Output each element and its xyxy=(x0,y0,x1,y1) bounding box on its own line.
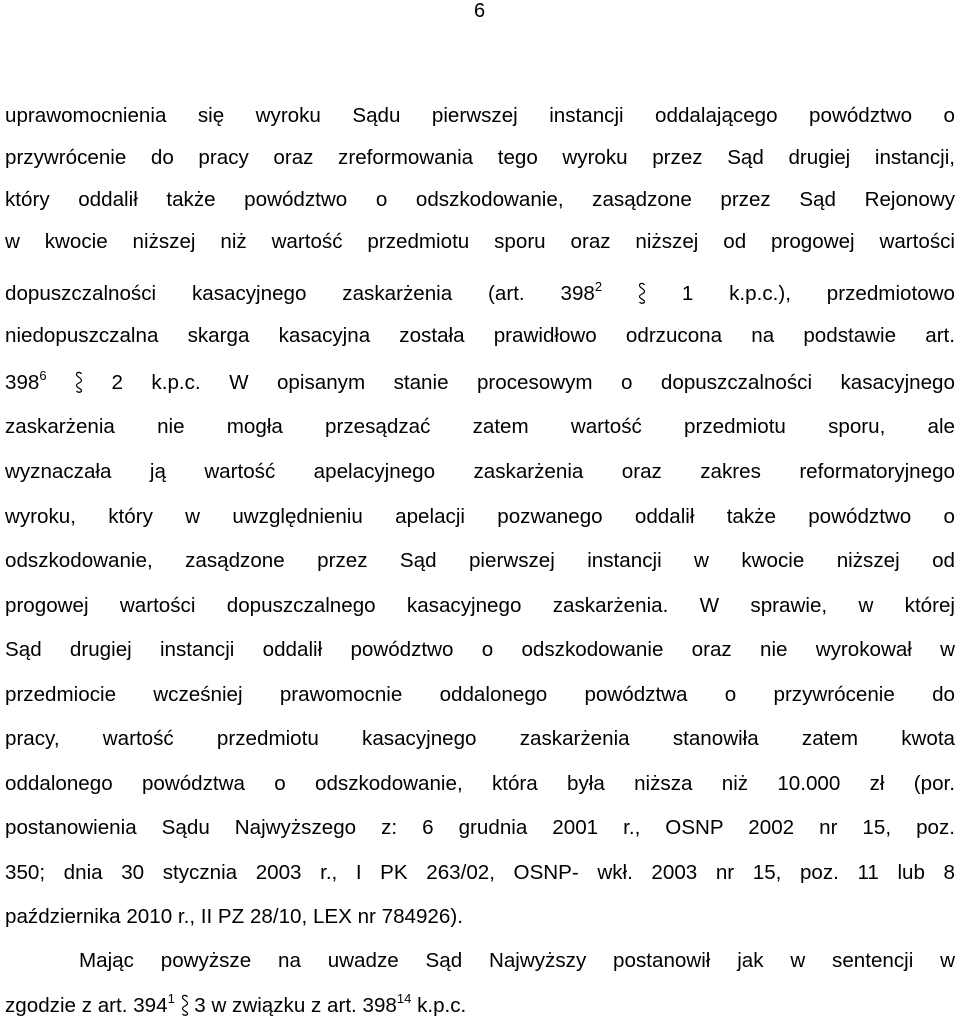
superscript: 6 xyxy=(39,368,47,383)
superscript: 14 xyxy=(396,991,412,1006)
text-line xyxy=(5,993,466,1019)
text-line xyxy=(5,281,955,307)
text-line-indented: Mając powyższe na uwadze Sąd Najwyższy postanowił jak w sentencji w xyxy=(79,949,955,972)
text-line: wyroku, który w uwzględnieniu apelacji pozwanego oddalił także powództwo o xyxy=(5,505,955,528)
text-line: odszkodowanie, zasądzone przez Sąd pierwszej instancji w kwocie niższej od xyxy=(5,549,955,572)
page-number: 6 xyxy=(474,0,486,22)
section-sign-icon xyxy=(638,282,646,304)
text-line: niedopuszczalna skarga kasacyjna została prawidłowo odrzucona na podstawie art. xyxy=(5,324,955,347)
text-line: pracy, wartość przedmiotu kasacyjnego zaskarżenia stanowiła zatem kwota xyxy=(5,727,955,750)
text-line: października 2010 r., II PZ 28/10, LEX nr 784926). xyxy=(5,905,463,928)
text-line: wyznaczała ją wartość apelacyjnego zaskarżenia oraz zakres reformatoryjnego xyxy=(5,460,955,483)
text-line: uprawomocnienia się wyroku Sądu pierwszej instancji oddalającego powództwo o xyxy=(5,104,955,127)
text-segment: 1 k.p.c.), przedmiotowo xyxy=(681,282,955,305)
text-segment: 3 w związku z art. 398 xyxy=(194,994,397,1017)
text-segment: dopuszczalności kasacyjnego zaskarżenia (art. 398 xyxy=(5,282,595,305)
text-line: Sąd drugiej instancji oddalił powództwo o odszkodowanie oraz nie wyrokował w xyxy=(5,638,955,661)
text-line: oddalonego powództwa o odszkodowanie, która była niższa niż 10.000 zł (por. xyxy=(5,772,955,795)
text-line: który oddalił także powództwo o odszkodowanie, zasądzone przez Sąd Rejonowy xyxy=(5,188,955,211)
text-segment: 2 k.p.c. W opisanym stanie procesowym o dopuszczalności kasacyjnego xyxy=(111,371,955,394)
superscript: 1 xyxy=(167,991,175,1006)
text-segment: zgodzie z art. 394 xyxy=(5,994,168,1017)
text-line: zaskarżenia nie mogła przesądzać zatem wartość przedmiotu sporu, ale xyxy=(5,415,955,438)
text-line: 350; dnia 30 stycznia 2003 r., I PK 263/02, OSNP- wkł. 2003 nr 15, poz. 11 lub 8 xyxy=(5,861,955,884)
text-line: progowej wartości dopuszczalnego kasacyjnego zaskarżenia. W sprawie, w której xyxy=(5,594,955,617)
section-sign-icon xyxy=(181,994,189,1016)
text-line xyxy=(5,370,955,396)
superscript: 2 xyxy=(594,279,603,294)
text-line: przedmiocie wcześniej prawomocnie oddalonego powództwa o przywrócenie do xyxy=(5,683,955,706)
text-line: postanowienia Sądu Najwyższego z: 6 grudnia 2001 r., OSNP 2002 nr 15, poz. xyxy=(5,816,955,839)
text-segment: 398 xyxy=(5,371,40,394)
text-line: przywrócenie do pracy oraz zreformowania tego wyroku przez Sąd drugiej instancji, xyxy=(5,146,955,169)
text-line: w kwocie niższej niż wartość przedmiotu sporu oraz niższej od progowej wartości xyxy=(5,230,955,253)
text-segment: k.p.c. xyxy=(417,994,467,1017)
section-sign-icon xyxy=(75,371,83,393)
